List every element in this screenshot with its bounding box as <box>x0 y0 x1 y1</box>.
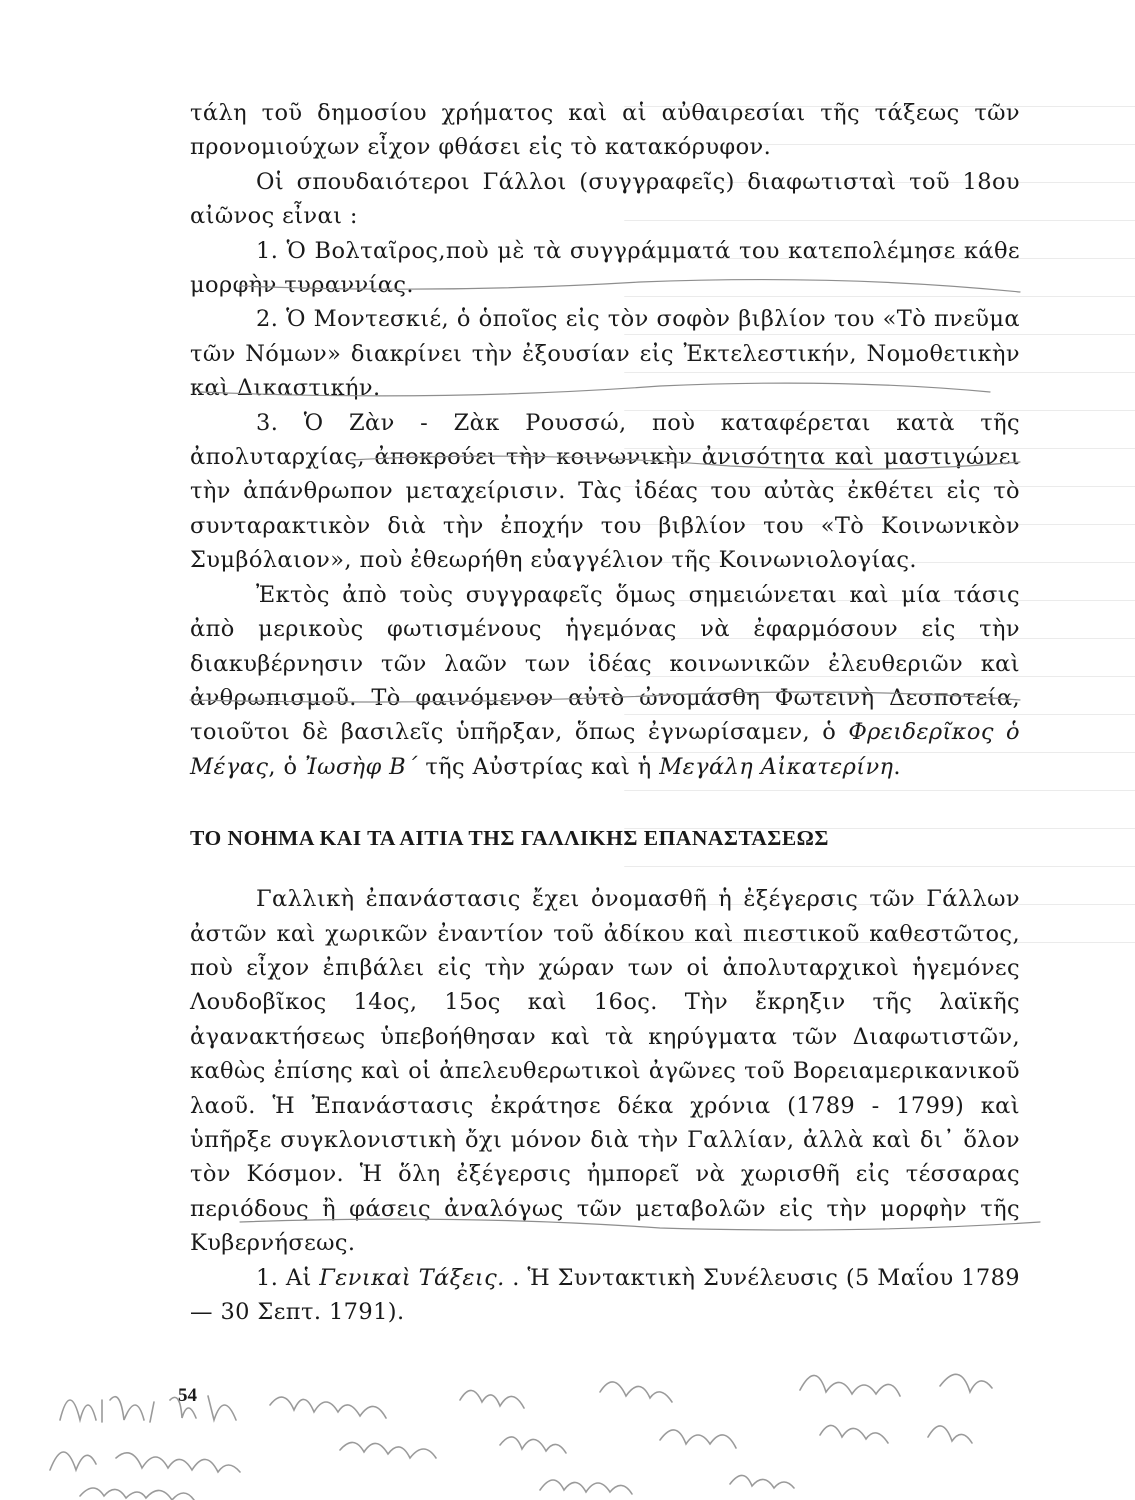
list-item-voltaire: 1. Ὁ Βολταῖρος,ποὺ μὲ τὰ συγγράμματά του κατεπολέμησε κάθε μορφὴν τυραννίας. <box>190 237 1020 299</box>
ruler-joseph: Ἰωσὴφ Β΄ <box>304 753 418 780</box>
period-item-1 <box>190 1261 1020 1330</box>
period-text: . Ἡ Συντακτικὴ Συνέλευσις (5 Μαΐου 1789 — 30 Σεπτ. 1791). <box>190 1264 1020 1325</box>
list-item-rousseau: 3. Ὁ Ζὰν - Ζὰκ Ρουσσώ, ποὺ καταφέρεται κατὰ τῆς ἀπολυταρχίας, ἀποκρούει τὴν κοινωνικὴν ἀνισότητα καὶ μαστιγώνει τὴν ἀπάνθρωπον μεταχείρισιν. Τὰς ἰδέας του αὐτὰς ἐκθέτει εἰς τὸ συνταρακτικὸν διὰ τὴν ἐποχήν του βιβλίον του «Τὸ Κοινωνικὸν Συμβόλαιον», ποὺ ἐθεωρήθη εὐαγγέλιον τῆς Κοινωνιολογίας. <box>190 409 1020 574</box>
separator: , ὁ <box>268 753 305 780</box>
paragraph-enlighteners: Οἱ σπουδαιότεροι Γάλλοι (συγγραφεῖς) διαφωτισταὶ τοῦ 18ου αἰῶνος εἶναι : <box>190 168 1020 230</box>
period-title: Γενικαὶ Τάξεις. <box>319 1264 505 1291</box>
period-number: 1. Αἱ <box>256 1264 320 1291</box>
body-text <box>190 96 1020 1329</box>
list-item-montesquieu: 2. Ὁ Μοντεσκιέ, ὁ ὁποῖος εἰς τὸν σοφὸν βιβλίον του «Τὸ πνεῦμα τῶν Νόμων» διακρίνει τὴν ἐξουσίαν εἰς Ἐκτελεστικήν, Νομοθετικὴν καὶ Δικαστικήν. <box>190 306 1020 402</box>
section-heading: ΤΟ ΝΟΗΜΑ ΚΑΙ ΤΑ ΑΙΤΙΑ ΤΗΣ ΓΑΛΛΙΚΗΣ ΕΠΑΝΑΣΤΑΣΕΩΣ <box>190 826 829 851</box>
paragraph-enlightened-despotism <box>190 578 1020 784</box>
separator: τῆς Αὐστρίας καὶ ἡ <box>417 753 660 780</box>
page-number: 54 <box>178 1385 197 1406</box>
ruler-frederick: Φρειδερῖκος ὁ Μέγας <box>190 719 1020 780</box>
handwritten-note <box>40 1360 1100 1500</box>
paragraph-text: Ἐκτὸς ἀπὸ τοὺς συγγραφεῖς ὅμως σημειώνεται καὶ μία τάσις ἀπὸ μερικοὺς φωτισμένους ἡγεμόνας νὰ ἐφαρμόσουν εἰς τὴν διακυβέρνησιν τῶν λαῶν των ἰδέας κοινωνικῶν ἐλευθεριῶν καὶ ἀνθρωπισμοῦ. Τὸ φαινόμενον αὐτὸ ὠνομάσθη Φωτεινὴ Δεσποτεία, τοιοῦτοι δὲ βασιλεῖς ὑπῆρξαν, ὅπως ἐγνωρίσαμεν, ὁ <box>190 581 1020 746</box>
paragraph-continuation: τάλη τοῦ δημοσίου χρήματος καὶ αἱ αὐθαιρεσίαι τῆς τάξεως τῶν προνομιούχων εἶχον φθάσει εἰς τὸ κατακόρυφον. <box>190 100 1020 161</box>
ruler-catherine: Μεγάλη Αἰκατερίνη <box>659 753 894 780</box>
paragraph-end: . <box>893 753 901 780</box>
paragraph-french-revolution: Γαλλικὴ ἐπανάστασις ἔχει ὀνομασθῆ ἡ ἐξέγερσις τῶν Γάλλων ἀστῶν καὶ χωρικῶν ἐναντίον τοῦ ἀδίκου καὶ πιεστικοῦ καθεστῶτος, ποὺ εἶχον ἐπιβάλει εἰς τὴν χώραν των οἱ ἀπολυταρχικοὶ ἡγεμόνες Λουδοβῖκος 14ος, 15ος καὶ 16ος. Τὴν ἔκρηξιν τῆς λαϊκῆς ἀγανακτήσεως ὑπεβοήθησαν καὶ τὰ κηρύγματα τῶν Διαφωτιστῶν, καθὼς ἐπίσης καὶ οἱ ἀπελευθερωτικοὶ ἀγῶνες τοῦ Βορειαμερικανικοῦ λαοῦ. Ἡ Ἐπανάστασις ἐκράτησε δέκα χρόνια (1789 - 1799) καὶ ὑπῆρξε συγκλονιστικὴ ὄχι μόνον διὰ τὴν Γαλλίαν, ἀλλὰ καὶ δι᾿ ὅλον τὸν Κόσμον. Ἡ ὅλη ἐξέγερσις ἠμπορεῖ νὰ χωρισθῆ εἰς τέσσαρας περιόδους ἢ φάσεις ἀναλόγως τῶν μεταβολῶν εἰς τὴν μορφὴν τῆς Κυβερνήσεως. <box>190 886 1020 1257</box>
